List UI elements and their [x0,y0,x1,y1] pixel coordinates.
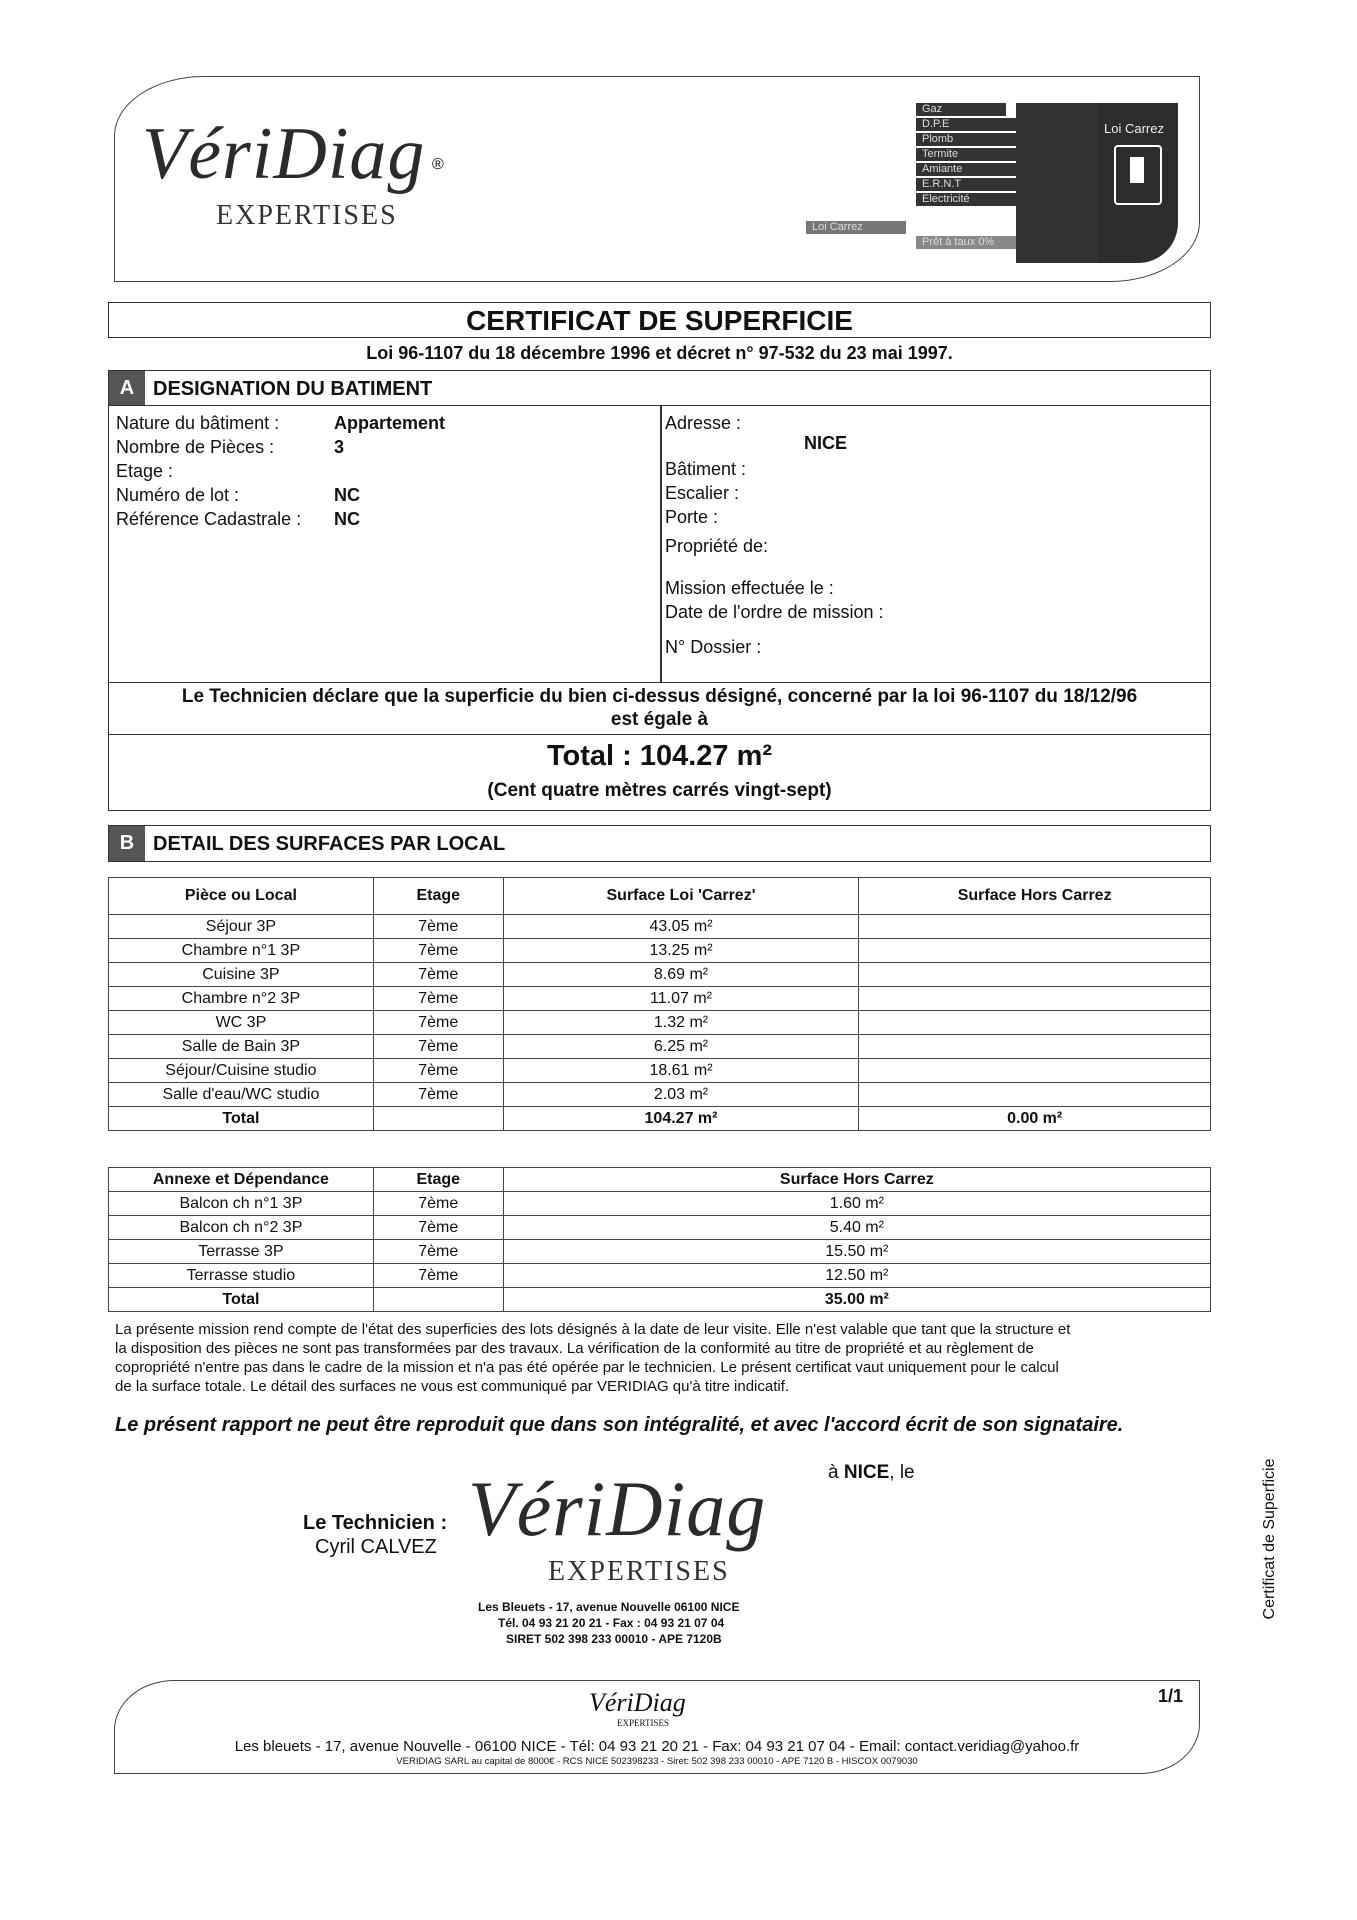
stamp-line-3: SIRET 502 398 233 00010 - APE 7120B [506,1632,722,1646]
cell-hors-carrez: 1.60 m² [503,1192,1210,1216]
detail-etage-label: Etage : [116,461,174,481]
loi-carrez-badge [1098,103,1178,263]
stamp-subtitle: EXPERTISES [548,1556,730,1587]
cell-hors-carrez [859,987,1211,1011]
cell-hors-carrez [859,963,1211,987]
table-row [109,1059,1211,1083]
cell-etage: 7ème [373,1059,503,1083]
cell-piece: Salle de Bain 3P [109,1035,374,1059]
cell-hors-carrez [859,1011,1211,1035]
detail-lot-value: NC [334,485,360,505]
page-subtitle: Loi 96-1107 du 18 décembre 1996 et décret n° 97-532 du 23 mai 1997. [366,343,953,363]
logo-subtitle: EXPERTISES [216,200,398,231]
escalier-label: Escalier : [665,483,740,503]
loi-carrez-bar: Loi Carrez [806,221,906,234]
table-row [109,1240,1211,1264]
detail-cadastre-value: NC [334,509,360,529]
cell-etage: 7ème [373,1083,503,1107]
annex-total-row [109,1288,1211,1312]
service-item: Gaz [916,103,1006,116]
section-letter-b: B [109,826,145,861]
stamp-line-1: Les Bleuets - 17, avenue Nouvelle 06100 NICE [478,1600,740,1614]
cell-hors-carrez [859,1083,1211,1107]
surface-table [108,877,1211,1131]
table-row [109,963,1211,987]
cell-annexe: Terrasse studio [109,1264,374,1288]
cell-hors-carrez: 12.50 m² [503,1264,1210,1288]
section-a-divider [660,405,662,682]
table-row [109,1011,1211,1035]
footer-logo-text: VériDiag [589,1688,686,1717]
detail-cadastre-label: Référence Cadastrale : [116,509,302,529]
total-hors-carrez: 0.00 m² [859,1107,1211,1131]
declaration-line1: Le Technicien déclare que la superficie du bien ci-dessus désigné, concerné par la loi 96-1107 du 18/12/96 [181,686,1138,707]
table-row [109,1083,1211,1107]
annex-table [108,1167,1211,1312]
cell-etage: 7ème [373,987,503,1011]
disclaimer-text [115,1320,1211,1396]
side-label: Certificat de Superficie [1261,1458,1278,1620]
propriete-label: Propriété de: [665,536,769,556]
table-header-row [109,878,1211,915]
mission-label: Mission effectuée le : [665,578,834,598]
cell-etage: 7ème [373,1011,503,1035]
col-header-etage: Etage [373,1168,503,1192]
table-row [109,1035,1211,1059]
detail-pieces-value: 3 [334,437,345,457]
table-total-row [109,1107,1211,1131]
ordre-label: Date de l'ordre de mission : [665,602,884,622]
service-item: Prêt à taux 0% [916,236,1026,249]
cell-etage: 7ème [373,915,503,939]
cell-carrez: 43.05 m² [503,915,859,939]
section-b-title: DETAIL DES SURFACES PAR LOCAL [153,833,506,855]
cell-hors-carrez [859,1035,1211,1059]
place-prefix: à [828,1462,844,1483]
cell-hors-carrez [859,939,1211,963]
page-title: CERTIFICAT DE SUPERFICIE [466,305,853,336]
cell-annexe: Balcon ch n°1 3P [109,1192,374,1216]
section-a-header [108,370,1211,406]
annex-header-row [109,1168,1211,1192]
stamp-logo: VériDiag [468,1465,767,1552]
detail-lot-label: Numéro de lot : [116,485,240,505]
cell-piece: Chambre n°2 3P [109,987,374,1011]
total-etage [373,1288,503,1312]
section-letter-a: A [109,371,145,405]
cell-piece: Séjour/Cuisine studio [109,1059,374,1083]
cell-piece: Séjour 3P [109,915,374,939]
total-hors-carrez: 35.00 m² [503,1288,1210,1312]
total-box [108,734,1211,811]
total-label: Total [109,1288,374,1312]
section-a-title: DESIGNATION DU BATIMENT [153,378,433,400]
col-header-hors-carrez: Surface Hors Carrez [859,878,1211,915]
detail-nature-value: Appartement [334,413,446,433]
cell-hors-carrez: 15.50 m² [503,1240,1210,1264]
cell-etage: 7ème [373,1216,503,1240]
cell-etage: 7ème [373,1240,503,1264]
cell-carrez: 1.32 m² [503,1011,859,1035]
disclaimer-line: la disposition des pièces ne sont pas transformées par des travaux. La vérification de la conformité au titre de propriété et au règlement de [115,1340,1034,1357]
table-row [109,1192,1211,1216]
signature-place [828,1462,915,1484]
city-value: NICE [804,433,848,453]
table-row [109,1264,1211,1288]
table-row [109,1216,1211,1240]
cell-piece: Chambre n°1 3P [109,939,374,963]
cell-hors-carrez [859,1059,1211,1083]
cell-carrez: 6.25 m² [503,1035,859,1059]
service-item: Electricité [916,193,1016,206]
porte-label: Porte : [665,507,719,527]
total-words: (Cent quatre mètres carrés vingt-sept) [487,780,832,801]
batiment-label: Bâtiment : [665,459,747,479]
cell-piece: Salle d'eau/WC studio [109,1083,374,1107]
place-suffix: , le [889,1462,915,1483]
table-row [109,939,1211,963]
col-header-annexe: Annexe et Dépendance [109,1168,374,1192]
cell-piece: Cuisine 3P [109,963,374,987]
cell-carrez: 13.25 m² [503,939,859,963]
disclaimer-line: copropriété n'entre pas dans le cadre de la mission et n'a pas été opérée par le technicien. Le présent certificat vaut uniquement pour le calcul [115,1359,1059,1376]
stamp-line-2: Tél. 04 93 21 20 21 - Fax : 04 93 21 07 04 [498,1616,725,1630]
total-surface: Total : 104.27 m² [546,740,773,772]
cell-hors-carrez [859,915,1211,939]
footer-logo-sub: EXPERTISES [617,1718,669,1728]
footer-legal: VERIDIAG SARL au capital de 8000€ - RCS NICE 502398233 - Siret: 502 398 233 00010 - APE 7120 B - HISCOX 0079030 [396,1756,918,1767]
cell-carrez: 11.07 m² [503,987,859,1011]
cell-hors-carrez: 5.40 m² [503,1216,1210,1240]
detail-nature-label: Nature du bâtiment : [116,413,280,433]
detail-pieces-label: Nombre de Pièces : [116,437,275,457]
disclaimer-line: La présente mission rend compte de l'état des superficies des lots désignés à la date de leur visite. Elle n'est valable que tant que la structure et [115,1321,1071,1338]
declaration-box [108,682,1211,735]
cell-carrez: 2.03 m² [503,1083,859,1107]
footer-logo [589,1688,709,1736]
col-header-etage: Etage [373,878,503,915]
door-icon [1114,145,1162,205]
declaration-line2: est égale à [610,709,709,730]
cell-etage: 7ème [373,963,503,987]
adresse-label: Adresse : [665,413,742,433]
logo-text: VériDiag [142,113,426,195]
table-row [109,987,1211,1011]
total-label: Total [109,1107,374,1131]
technician-label: Le Technicien : [303,1512,448,1534]
service-item: Amiante [916,163,1016,176]
cell-etage: 7ème [373,1264,503,1288]
cell-etage: 7ème [373,939,503,963]
cell-piece: WC 3P [109,1011,374,1035]
registered-mark: ® [432,156,444,173]
reproduction-notice: Le présent rapport ne peut être reproduit que dans son intégralité, et avec l'accord écrit de son signataire. [115,1414,1124,1436]
cell-carrez: 18.61 m² [503,1059,859,1083]
company-logo [142,112,462,242]
cell-carrez: 8.69 m² [503,963,859,987]
place-city: NICE [843,1462,890,1483]
cell-annexe: Terrasse 3P [109,1240,374,1264]
disclaimer-line: de la surface totale. Le détail des surfaces ne vous est communiqué par VERIDIAG qu'à titre indicatif. [115,1378,790,1395]
total-etage [373,1107,503,1131]
service-item: Plomb [916,133,1016,146]
service-item: E.R.N.T [916,178,1016,191]
table-row [109,915,1211,939]
col-header-carrez: Surface Loi 'Carrez' [503,878,859,915]
cell-annexe: Balcon ch n°2 3P [109,1216,374,1240]
service-item: D.P.E [916,118,1016,131]
company-stamp [468,1464,808,1654]
col-header-hors-carrez: Surface Hors Carrez [503,1168,1210,1192]
page-number: 1/1 [1158,1686,1184,1706]
cell-etage: 7ème [373,1192,503,1216]
col-header-piece: Pièce ou Local [109,878,374,915]
section-b-header [108,825,1211,862]
cell-etage: 7ème [373,1035,503,1059]
footer-address: Les bleuets - 17, avenue Nouvelle - 06100 NICE - Tél: 04 93 21 20 21 - Fax: 04 93 21 07 04 - Email: contact.veridiag@yahoo.fr [234,1738,1080,1755]
loi-carrez-label: Loi Carrez [1104,121,1164,136]
title-box [108,302,1211,338]
service-item: Termite [916,148,1016,161]
dossier-label: N° Dossier : [665,637,762,657]
service-bar-fill [1016,103,1098,263]
total-carrez: 104.27 m² [503,1107,859,1131]
technician-name: Cyril CALVEZ [315,1536,437,1558]
